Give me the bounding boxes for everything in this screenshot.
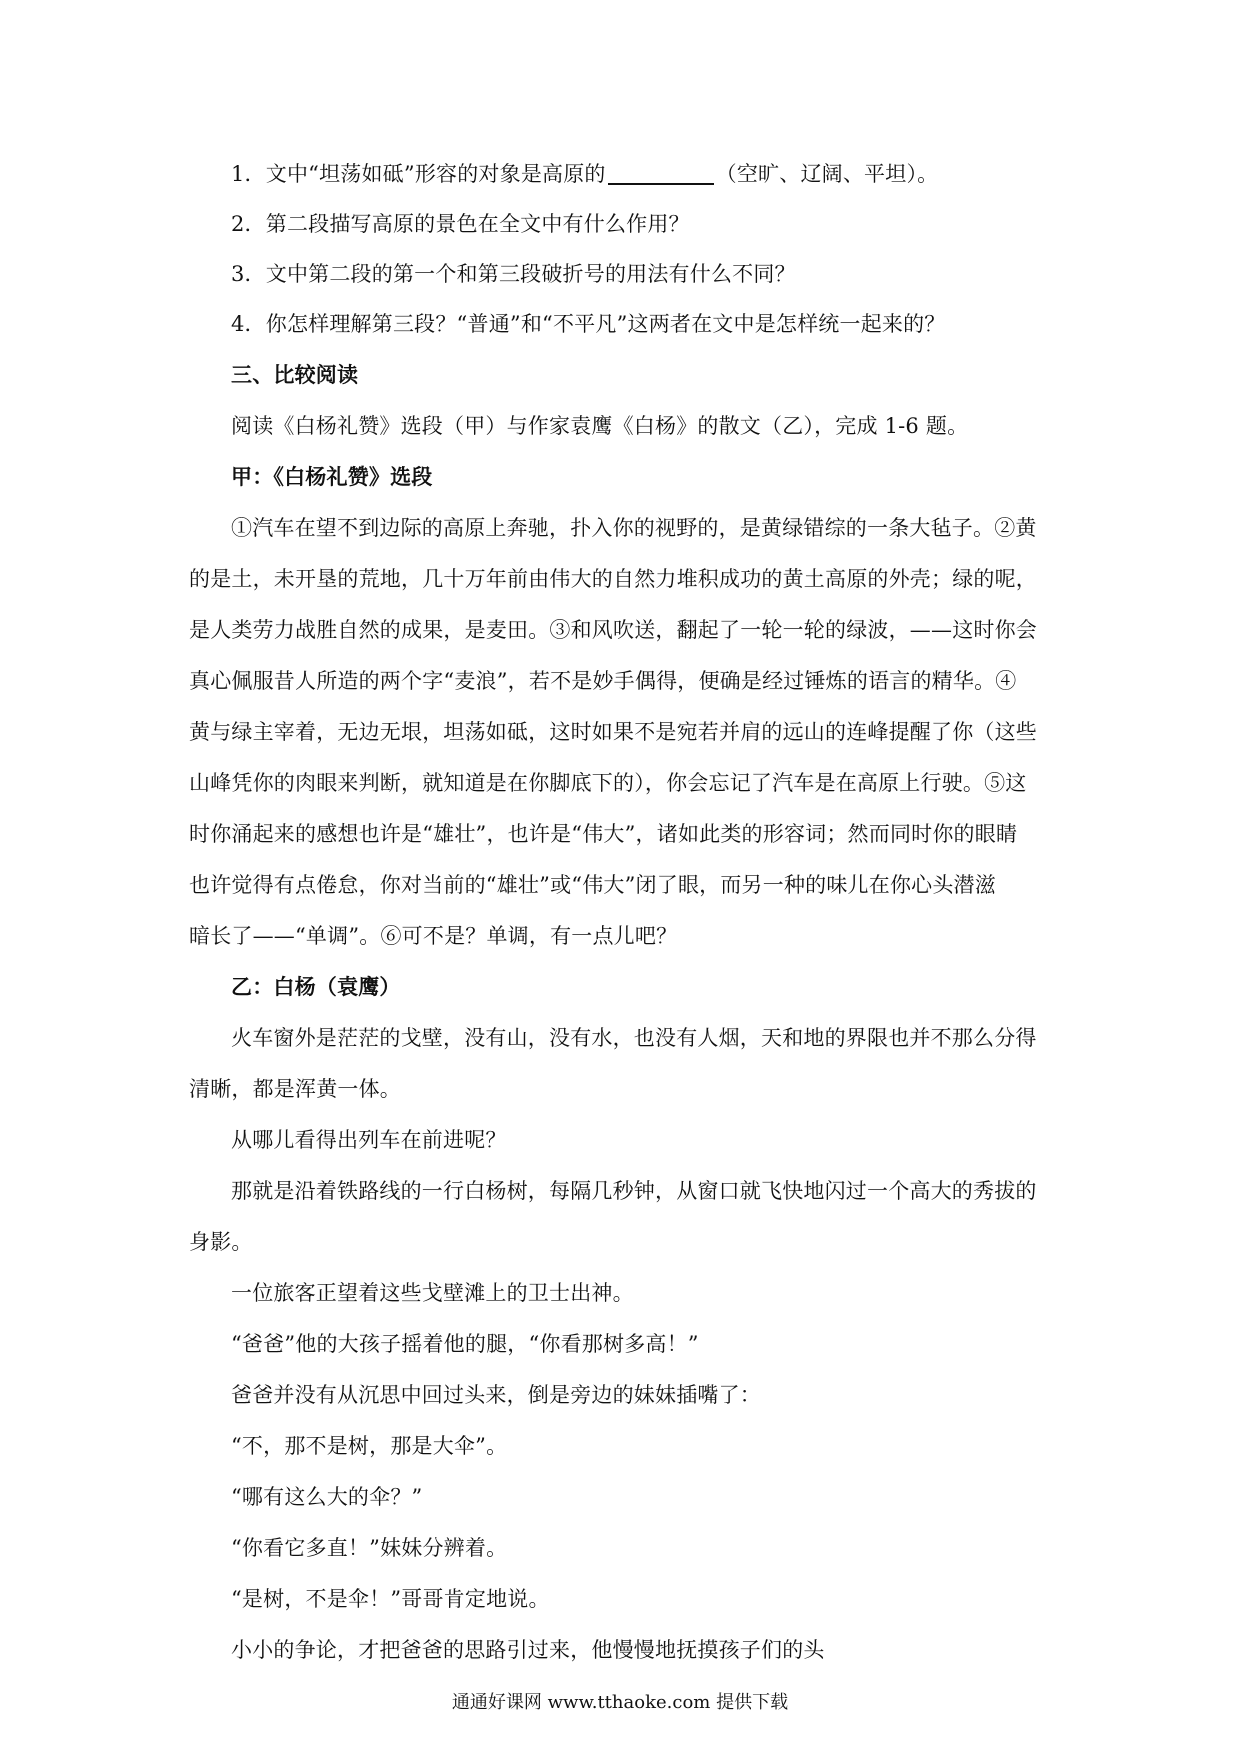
passage-a-line: 是人类劳力战胜自然的成果，是麦田。③和风吹送，翻起了一轮一轮的绿波，——这时你会 (189, 618, 1037, 642)
passage-b-line: 火车窗外是茫茫的戈壁，没有山，没有水，也没有人烟，天和地的界限也并不那么分得 (231, 1026, 1037, 1050)
passage-a-line: 暗长了——“单调”。⑥可不是？单调，有一点儿吧？ (189, 924, 678, 948)
passage-a-line: 山峰凭你的肉眼来判断，就知道是在你脚底下的），你会忘记了汽车是在高原上行驶。⑤这 (189, 771, 1027, 795)
passage-b-line: 清晰，都是浑黄一体。 (189, 1077, 401, 1101)
passage-b-line: “哪有这么大的伞？” (231, 1485, 423, 1509)
question-1-prefix: 1．文中“坦荡如砥”形容的对象是高原的 (231, 162, 606, 186)
question-1 (231, 159, 938, 189)
passage-b-line: 小小的争论，才把爸爸的思路引过来，他慢慢地抚摸孩子们的头 (231, 1638, 825, 1662)
passage-b-title: 乙：白杨（袁鹰） (231, 975, 401, 999)
question-2: 2．第二段描写高原的景色在全文中有什么作用？ (231, 212, 690, 236)
section-intro: 阅读《白杨礼赞》选段（甲）与作家袁鹰《白杨》的散文（乙），完成 1-6 题。 (231, 414, 969, 438)
passage-b-line: 从哪儿看得出列车在前进呢？ (231, 1128, 507, 1152)
passage-a-line: 的是土，未开垦的荒地，几十万年前由伟大的自然力堆积成功的黄土高原的外壳；绿的呢， (189, 567, 1037, 591)
passage-b-line: “不，那不是树，那是大伞”。 (231, 1434, 508, 1458)
passage-a-line: 黄与绿主宰着，无边无垠，坦荡如砥，这时如果不是宛若并肩的远山的连峰提醒了你（这些 (189, 720, 1037, 744)
question-1-suffix: （空旷、辽阔、平坦）。 (715, 162, 939, 186)
answer-blank[interactable] (608, 163, 714, 185)
section-heading: 三、比较阅读 (231, 363, 359, 387)
passage-a-line: ①汽车在望不到边际的高原上奔驰，扑入你的视野的，是黄绿错综的一条大毡子。②黄 (231, 516, 1037, 540)
page-footer: 通通好课网 www.tthaoke.com 提供下载 (451, 1692, 789, 1713)
question-3: 3．文中第二段的第一个和第三段破折号的用法有什么不同？ (231, 262, 796, 286)
passage-b-line: 爸爸并没有从沉思中回过头来，倒是旁边的妹妹插嘴了： (231, 1383, 761, 1407)
passage-b-line: “爸爸”他的大孩子摇着他的腿，“你看那树多高！” (231, 1332, 699, 1356)
passage-b-line: 一位旅客正望着这些戈壁滩上的卫士出神。 (231, 1281, 634, 1305)
passage-b-line: 身影。 (189, 1230, 253, 1254)
question-4: 4．你怎样理解第三段？“普通”和“不平凡”这两者在文中是怎样统一起来的？ (231, 312, 946, 336)
passage-a-line: 时你涌起来的感想也许是“雄壮”，也许是“伟大”，诸如此类的形容词；然而同时你的眼睛 (189, 822, 1018, 846)
passage-b-line: “你看它多直！”妹妹分辨着。 (231, 1536, 508, 1560)
passage-b-line: “是树，不是伞！”哥哥肯定地说。 (231, 1587, 550, 1611)
passage-a-line: 也许觉得有点倦怠，你对当前的“雄壮”或“伟大”闭了眼，而另一种的味儿在你心头潜滋 (189, 873, 996, 897)
passage-a-title: 甲：《白杨礼赞》选段 (231, 465, 433, 489)
passage-b-line: 那就是沿着铁路线的一行白杨树，每隔几秒钟，从窗口就飞快地闪过一个高大的秀拔的 (231, 1179, 1037, 1203)
passage-a-line: 真心佩服昔人所造的两个字“麦浪”，若不是妙手偶得，便确是经过锤炼的语言的精华。④ (189, 669, 1017, 693)
